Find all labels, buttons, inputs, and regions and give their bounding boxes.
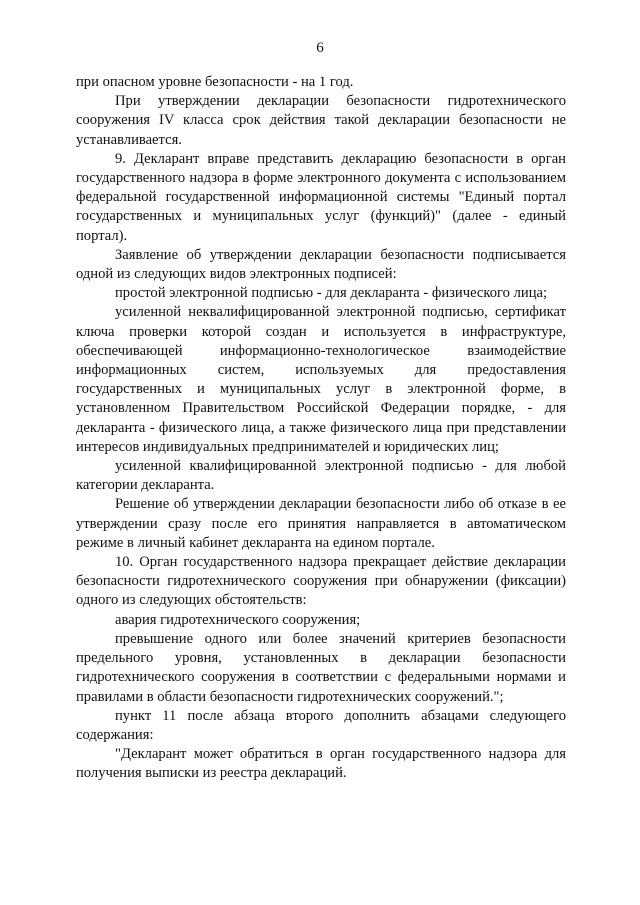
paragraph: авария гидротехнического сооружения; — [115, 611, 361, 628]
paragraph: Решение об утверждении декларации безопасности либо об отказе в ее утверждении сразу после его принятия направляется в автоматическом режиме в личный кабинет декларанта на едином портале. — [76, 496, 566, 551]
paragraph: 9. Декларант вправе представить декларацию безопасности в орган государственного надзора в форме электронного документа с использованием федеральной государственной информационной системы "Единый портал государственных и муниципальных услуг (функций)" (далее - единый портал). — [76, 150, 566, 244]
paragraph: при опасном уровне безопасности - на 1 год. — [76, 74, 354, 90]
paragraph: превышение одного или более значений критериев безопасности предельного уровня, установленных в декларации безопасности гидротехнического сооружения в соответствии с федеральными нормами и правилами в области безопасности гидротехнических сооружений."; — [76, 630, 566, 705]
paragraph: усиленной квалифицированной электронной подписью - для любой категории декларанта. — [76, 458, 566, 494]
page-number: 6 — [316, 40, 324, 56]
paragraph: "Декларант может обратиться в орган государственного надзора для получения выписки из реестра деклараций. — [76, 746, 566, 782]
document-body — [76, 73, 566, 784]
paragraph: При утверждении декларации безопасности гидротехнического сооружения IV класса срок действия такой декларации безопасности не устанавливается. — [76, 93, 566, 148]
paragraph: усиленной неквалифицированной электронной подписью, сертификат ключа проверки которой создан и используется в инфраструктуре, обеспечивающей информационно-технологическое взаимодействие информационных систем, используемых для предоставления государственных и муниципальных услуг в электронной форме, в установленном Правительством Российской Федерации порядке, - для декларанта - физического лица, а также физического лица при представлении интересов индивидуальных предпринимателей и юридических лиц; — [76, 304, 566, 455]
paragraph: 10. Орган государственного надзора прекращает действие декларации безопасности гидротехнического сооружения при обнаружении (фиксации) одного из следующих обстоятельств: — [76, 554, 566, 609]
paragraph: Заявление об утверждении декларации безопасности подписывается одной из следующих видов электронных подписей: — [76, 246, 566, 283]
paragraph: пункт 11 после абзаца второго дополнить абзацами следующего содержания: — [76, 707, 566, 743]
paragraph: простой электронной подписью - для декларанта - физического лица; — [115, 285, 548, 302]
